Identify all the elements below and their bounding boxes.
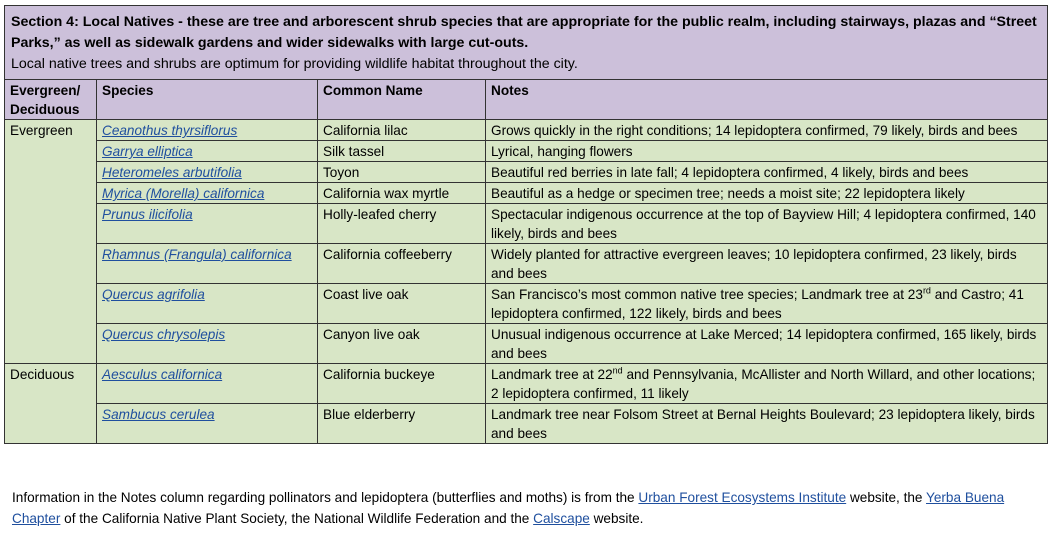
notes-cell: Beautiful red berries in late fall; 4 lepidoptera confirmed, 4 likely, birds and bees <box>486 162 1048 183</box>
notes-cell: Spectacular indigenous occurrence at the top of Bayview Hill; 4 lepidoptera confirmed, 140 likely, birds and bees <box>486 204 1048 244</box>
notes-cell <box>486 364 1048 404</box>
species-link[interactable]: Rhamnus (Frangula) californica <box>102 247 292 262</box>
species-link[interactable]: Quercus chrysolepis <box>102 327 226 342</box>
species-link[interactable]: Quercus agrifolia <box>102 287 205 302</box>
calscape-link[interactable]: Calscape <box>533 511 590 526</box>
species-cell <box>97 324 318 364</box>
common-name-cell: Canyon live oak <box>318 324 486 364</box>
species-link[interactable]: Garrya elliptica <box>102 144 193 159</box>
notes-cell: Beautiful as a hedge or specimen tree; needs a moist site; 22 lepidoptera likely <box>486 183 1048 204</box>
species-cell <box>97 244 318 284</box>
table-row <box>5 404 1048 444</box>
section-subtitle: Local native trees and shrubs are optimum for providing wildlife habitat throughout the city. <box>11 56 578 72</box>
table-row <box>5 324 1048 364</box>
species-cell <box>97 162 318 183</box>
common-name-cell: Toyon <box>318 162 486 183</box>
column-header-common-name: Common Name <box>318 80 486 120</box>
footer-text: website, the <box>846 490 927 505</box>
notes-cell: Unusual indigenous occurrence at Lake Merced; 14 lepidoptera confirmed, 165 likely, birds and bees <box>486 324 1048 364</box>
column-header-group: Evergreen/ Deciduous <box>5 80 97 120</box>
common-name-cell: California wax myrtle <box>318 183 486 204</box>
species-cell <box>97 141 318 162</box>
footer-text: Information in the Notes column regarding pollinators and lepidoptera (butterflies and moths) is from the <box>12 490 639 505</box>
common-name-cell: California coffeeberry <box>318 244 486 284</box>
species-cell <box>97 183 318 204</box>
table-row <box>5 364 1048 404</box>
species-link[interactable]: Myrica (Morella) californica <box>102 186 265 201</box>
species-link[interactable]: Sambucus cerulea <box>102 407 215 422</box>
species-cell <box>97 284 318 324</box>
notes-text: and Pennsylvania, McAllister and North Willard, and other locations; 2 lepidoptera confirmed, 11 likely <box>491 367 1036 401</box>
table-row <box>5 244 1048 284</box>
species-link[interactable]: Heteromeles arbutifolia <box>102 165 242 180</box>
notes-text: Landmark tree at 22 <box>491 367 613 382</box>
species-cell <box>97 404 318 444</box>
species-link[interactable]: Ceanothus thyrsiflorus <box>102 123 238 138</box>
species-cell <box>97 364 318 404</box>
footer-note <box>12 487 1047 529</box>
table-row <box>5 120 1048 141</box>
species-cell <box>97 120 318 141</box>
table-row <box>5 162 1048 183</box>
table-row <box>5 141 1048 162</box>
group-label-deciduous: Deciduous <box>5 364 97 444</box>
table-row <box>5 183 1048 204</box>
section-heading <box>5 6 1048 80</box>
column-header-row <box>5 80 1048 120</box>
notes-cell: Lyrical, hanging flowers <box>486 141 1048 162</box>
species-cell <box>97 204 318 244</box>
common-name-cell: Blue elderberry <box>318 404 486 444</box>
common-name-cell: Holly-leafed cherry <box>318 204 486 244</box>
species-link[interactable]: Aesculus californica <box>102 367 223 382</box>
common-name-cell: Coast live oak <box>318 284 486 324</box>
footer-text: website. <box>589 511 644 526</box>
notes-text: and Castro; 41 lepidoptera confirmed, 122 likely, birds and bees <box>491 287 1024 321</box>
yerba-buena-link[interactable]: Yerba Buena Chapter <box>12 490 1005 526</box>
notes-cell: Grows quickly in the right conditions; 14 lepidoptera confirmed, 79 likely, birds and bees <box>486 120 1048 141</box>
group-label-evergreen: Evergreen <box>5 120 97 364</box>
ufei-link[interactable]: Urban Forest Ecosystems Institute <box>638 490 847 505</box>
ordinal-suffix: rd <box>922 285 931 296</box>
table-row <box>5 204 1048 244</box>
common-name-cell: California buckeye <box>318 364 486 404</box>
footer-text: of the California Native Plant Society, the National Wildlife Federation and the <box>60 511 534 526</box>
notes-cell: Widely planted for attractive evergreen leaves; 10 lepidoptera confirmed, 23 likely, birds and bees <box>486 244 1048 284</box>
section-title: Section 4: Local Natives - these are tree and arborescent shrub species that are appropriate for the public realm, including stairways, plazas and “Street Parks,” as well as sidewalk gardens and wider sidewalks with large cut-outs. <box>11 14 1037 51</box>
ordinal-suffix: nd <box>612 365 623 376</box>
table-row <box>5 284 1048 324</box>
species-link[interactable]: Prunus ilicifolia <box>102 207 193 222</box>
notes-cell: Landmark tree near Folsom Street at Bernal Heights Boulevard; 23 lepidoptera likely, birds and bees <box>486 404 1048 444</box>
column-header-species: Species <box>97 80 318 120</box>
section-heading-row <box>5 6 1048 80</box>
local-natives-table <box>4 5 1048 444</box>
column-header-notes: Notes <box>486 80 1048 120</box>
notes-cell <box>486 284 1048 324</box>
common-name-cell: Silk tassel <box>318 141 486 162</box>
common-name-cell: California lilac <box>318 120 486 141</box>
notes-text: San Francisco’s most common native tree species; Landmark tree at 23 <box>491 287 923 302</box>
